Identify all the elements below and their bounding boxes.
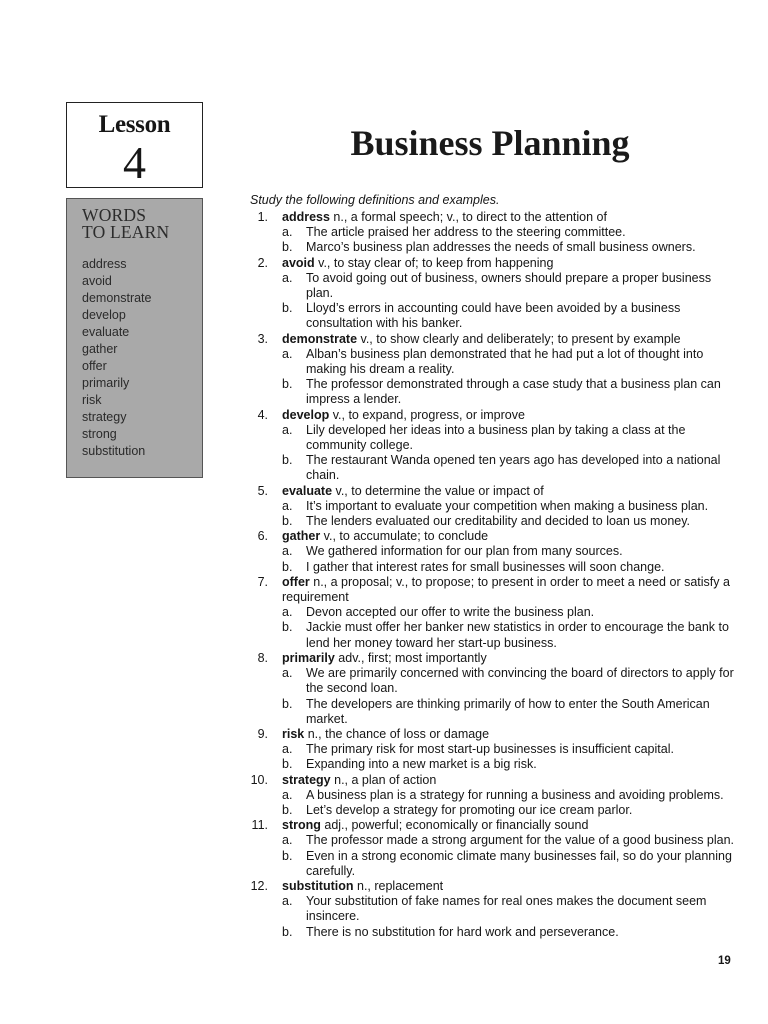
word-item: primarily (82, 376, 130, 390)
example-letter: b. (282, 301, 293, 316)
entry-term: evaluate (282, 483, 333, 498)
example-letter: a. (282, 422, 293, 437)
example-letter: a. (282, 544, 293, 559)
entry-term: offer (282, 574, 310, 589)
entry-term: demonstrate (282, 331, 358, 346)
definition-entry (248, 575, 738, 651)
example-item (282, 514, 738, 529)
entry-headline (282, 879, 738, 894)
definition-entry (248, 879, 738, 940)
example-item (282, 453, 738, 483)
example-letter: a. (282, 346, 293, 361)
entry-term: strong (282, 818, 321, 833)
entry-headline (282, 210, 738, 225)
entry-number: 9. (257, 726, 268, 741)
example-text: Let’s develop a strategy for promoting our ice cream parlor. (306, 802, 633, 817)
example-text: The developers are thinking primarily of how to enter the South American market. (306, 696, 710, 726)
example-text: Lily developed her ideas into a business plan by taking a class at the community college. (306, 422, 686, 453)
entry-headline (282, 332, 738, 347)
example-text: The restaurant Wanda opened ten years ago has developed into a national chain. (306, 453, 721, 483)
entry-definition: adj., powerful; economically or financially sound (320, 818, 589, 833)
example-item (282, 301, 738, 331)
example-text: Jackie must offer her banker new statistics in order to encourage the bank to lend her money toward her start-up business. (306, 620, 729, 650)
entry-headline (282, 256, 738, 271)
example-item (282, 544, 738, 559)
words-to-learn-heading-line1: WORDS (82, 205, 147, 225)
entry-headline (282, 408, 738, 423)
entry-number: 10. (250, 772, 268, 787)
definition-entry (248, 408, 738, 484)
example-text: To avoid going out of business, owners should prepare a proper business plan. (306, 270, 712, 301)
entry-number: 3. (257, 331, 268, 346)
example-text: The professor demonstrated through a case study that a business plan can impress a lender. (306, 377, 721, 407)
example-item (282, 271, 738, 301)
example-item (282, 788, 738, 803)
example-item (282, 666, 738, 696)
definition-entry (248, 773, 738, 819)
example-letter: b. (282, 559, 293, 574)
words-to-learn-heading (82, 207, 202, 241)
entry-definition: n., the chance of loss or damage (304, 726, 490, 741)
example-text: Alban’s business plan demonstrated that he had put a lot of thought into making his dream a reality. (306, 346, 704, 377)
word-item: develop (82, 308, 126, 322)
entry-definition: adv., first; most importantly (334, 650, 487, 665)
example-item (282, 757, 738, 772)
example-letter: a. (282, 666, 293, 681)
entry-headline (282, 529, 738, 544)
example-text: It’s important to evaluate your competition when making a business plan. (306, 498, 709, 513)
words-to-learn-heading-line2: TO LEARN (82, 222, 170, 242)
example-text: The lenders evaluated our creditability and decided to loan us money. (306, 514, 691, 529)
words-list (82, 256, 202, 460)
example-item (282, 560, 738, 575)
example-item (282, 225, 738, 240)
entry-definition: n., a formal speech; v., to direct to the attention of (329, 210, 607, 224)
example-letter: b. (282, 620, 293, 635)
entry-definition: v., to accumulate; to conclude (320, 529, 489, 544)
example-text: There is no substitution for hard work and perseverance. (306, 924, 619, 939)
entry-number: 4. (257, 407, 268, 422)
example-text: A business plan is a strategy for running a business and avoiding problems. (306, 787, 724, 802)
example-item (282, 605, 738, 620)
entry-number: 5. (257, 483, 268, 498)
example-item (282, 803, 738, 818)
example-item (282, 240, 738, 255)
example-letter: b. (282, 453, 293, 468)
word-item: strategy (82, 410, 127, 424)
example-letter: b. (282, 377, 293, 392)
entry-term: primarily (282, 650, 335, 665)
page-number: 19 (718, 955, 731, 967)
word-item: offer (82, 359, 107, 373)
example-letter: b. (282, 802, 293, 817)
example-item (282, 377, 738, 407)
example-item (282, 833, 738, 848)
definition-entry (248, 332, 738, 408)
entry-number: 7. (257, 574, 268, 589)
example-text: We gathered information for our plan from many sources. (306, 544, 623, 559)
example-text: I gather that interest rates for small businesses will soon change. (306, 559, 665, 574)
entry-definition: v., to stay clear of; to keep from happening (314, 255, 554, 270)
intro-text: Study the following definitions and examples. (250, 193, 500, 207)
entry-definition: n., replacement (353, 878, 444, 893)
entry-definition: v., to determine the value or impact of (332, 483, 544, 498)
entry-number: 2. (257, 255, 268, 270)
entry-term: address (282, 210, 330, 224)
entry-number: 12. (250, 878, 268, 893)
words-to-learn-box (66, 198, 203, 478)
definition-entry (248, 818, 738, 879)
entry-definition: n., a proposal; v., to propose; to present in order to meet a need or satisfy a requirement (282, 574, 730, 605)
example-text: Your substitution of fake names for real ones makes the document seem insincere. (306, 894, 707, 924)
entry-term: strategy (282, 772, 331, 787)
entry-headline (282, 727, 738, 742)
word-item: gather (82, 342, 118, 356)
example-text: The article praised her address to the steering committee. (306, 225, 626, 240)
example-item (282, 925, 738, 940)
definition-entry (248, 529, 738, 575)
example-text: The primary risk for most start-up businesses is insufficient capital. (306, 742, 674, 757)
entry-number: 8. (257, 650, 268, 665)
word-item: evaluate (82, 325, 130, 339)
entry-number: 6. (257, 529, 268, 544)
entry-definition: v., to expand, progress, or improve (329, 407, 525, 422)
example-letter: a. (282, 833, 293, 848)
entry-headline (282, 818, 738, 833)
page-title: Business Planning (350, 123, 630, 163)
example-text: Lloyd’s errors in accounting could have been avoided by a business consultation with his banker. (306, 301, 681, 331)
example-item (282, 894, 738, 924)
word-item: address (82, 257, 127, 271)
example-item (282, 620, 738, 650)
lesson-label: Lesson (98, 111, 171, 138)
entry-term: avoid (282, 255, 315, 270)
example-text: We are primarily concerned with convincing the board of directors to apply for the second loan. (306, 666, 734, 696)
example-letter: a. (282, 225, 293, 240)
entry-term: develop (282, 407, 330, 422)
word-item: demonstrate (82, 291, 152, 305)
word-item: avoid (82, 274, 112, 288)
word-item: risk (82, 393, 102, 407)
example-text: The professor made a strong argument for the value of a good business plan. (306, 833, 735, 848)
entry-definition: v., to show clearly and deliberately; to present by example (357, 331, 681, 346)
entry-term: risk (282, 726, 305, 741)
entry-term: substitution (282, 878, 354, 893)
example-text: Expanding into a new market is a big risk. (306, 757, 537, 772)
entry-term: gather (282, 529, 321, 544)
lesson-box (66, 102, 203, 188)
example-letter: b. (282, 757, 293, 772)
entry-number: 1. (257, 210, 268, 224)
example-item (282, 423, 738, 453)
example-letter: a. (282, 498, 293, 513)
example-letter: b. (282, 514, 293, 529)
example-letter: a. (282, 787, 293, 802)
example-text: Devon accepted our offer to write the business plan. (306, 605, 595, 620)
example-letter: b. (282, 240, 293, 255)
definition-entry (248, 484, 738, 530)
example-text: Marco’s business plan addresses the needs of small business owners. (306, 240, 696, 255)
definition-entry (248, 210, 738, 256)
example-letter: a. (282, 270, 293, 285)
entry-headline (282, 773, 738, 788)
definition-entry (248, 651, 738, 727)
entry-number: 11. (251, 818, 268, 833)
example-letter: b. (282, 696, 293, 711)
example-letter: a. (282, 605, 293, 620)
example-item (282, 347, 738, 377)
entry-definition: n., a plan of action (330, 772, 437, 787)
word-item: substitution (82, 444, 146, 458)
entry-headline (282, 484, 738, 499)
example-item (282, 697, 738, 727)
example-letter: a. (282, 742, 293, 757)
example-letter: b. (282, 924, 293, 939)
entry-headline (282, 651, 738, 666)
definition-entry (248, 256, 738, 332)
entry-headline (282, 575, 738, 605)
definition-entry (248, 727, 738, 773)
example-item (282, 849, 738, 879)
example-text: Even in a strong economic climate many businesses fail, so do your planning carefully. (306, 848, 732, 878)
definitions-list (248, 210, 738, 940)
word-item: strong (82, 427, 117, 441)
lesson-number: 4 (123, 137, 146, 188)
example-item (282, 499, 738, 514)
example-letter: a. (282, 894, 293, 909)
example-letter: b. (282, 848, 293, 863)
example-item (282, 742, 738, 757)
